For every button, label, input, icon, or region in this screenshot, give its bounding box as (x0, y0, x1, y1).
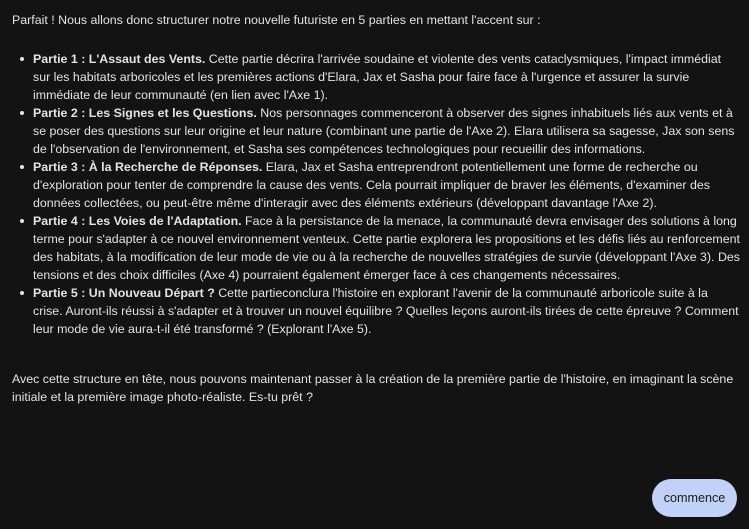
list-item (33, 50, 740, 104)
user-reply-chip[interactable]: commence (652, 479, 737, 517)
part-title: Partie 3 : À la Recherche de Réponses. (33, 160, 263, 174)
message-outro: Avec cette structure en tête, nous pouvons maintenant passer à la création de la première partie de l'histoire, en imaginant la scène initiale et la première image photo-réaliste. Es-tu prêt ? (12, 372, 734, 404)
part-title: Partie 5 : Un Nouveau Départ ? (33, 286, 215, 300)
list-item (33, 212, 740, 284)
message-intro: Parfait ! Nous allons donc structurer notre nouvelle futuriste en 5 parties en mettant l'accent sur : (12, 13, 541, 27)
part-title: Partie 2 : Les Signes et les Questions. (33, 106, 257, 120)
part-title: Partie 4 : Les Voies de l'Adaptation. (33, 214, 242, 228)
list-item (33, 158, 740, 212)
part-title: Partie 1 : L'Assaut des Vents. (33, 52, 206, 66)
list-item (33, 104, 740, 158)
part-text: Cette partie décrira l'arrivée soudaine et violente des vents cataclysmiques, l'impact immédiat sur les habitats arboricoles et les premières actions d'Elara, Jax et Sasha pour faire face à l'urgence et assurer la survie immédiate de leur communauté (en lien avec l'Axe 1). (33, 52, 722, 102)
parts-list (12, 50, 740, 338)
list-item (33, 284, 740, 338)
part-text: Nos personnages commenceront à observer des signes inhabituels liés aux vents et à se poser des questions sur leur origine et leur nature (combinant une partie de l'Axe 2). Elara utilisera sa sagesse, Jax son sens de l'observation de l'environnement, et Sasha ses compétences technologiques pour recueillir des informations. (33, 106, 735, 156)
assistant-message (12, 11, 740, 406)
part-text: Cette partieconclura l'histoire en explorant l'avenir de la communauté arboricole suite à la crise. Auront-ils réussi à s'adapter et à trouver un nouvel équilibre ? Quelles leçons auront-ils tirées de cette épreuve ? Comment leur mode de vie aura-t-il été transformé ? (Explorant l'Axe 5). (33, 286, 739, 336)
part-text: Face à la persistance de la menace, la communauté devra envisager des solutions à long terme pour s'adapter à ce nouvel environnement venteux. Cette partie explorera les propositions et les défis liés au renforcement des habitats, à la modification de leur mode de vie ou à la recherche de nouvelles stratégies de survie (développant l'Axe 3). Des tensions et des choix difficiles (Axe 4) pourraient également émerger face à ces changements nécessaires. (33, 214, 740, 282)
part-text: Elara, Jax et Sasha entreprendront potentiellement une forme de recherche ou d'exploration pour tenter de comprendre la cause des vents. Cela pourrait impliquer de braver les éléments, d'examiner des données collectées, ou peut-être même d'interagir avec des éléments extérieurs (développant davantage l'Axe 2). (33, 160, 710, 210)
